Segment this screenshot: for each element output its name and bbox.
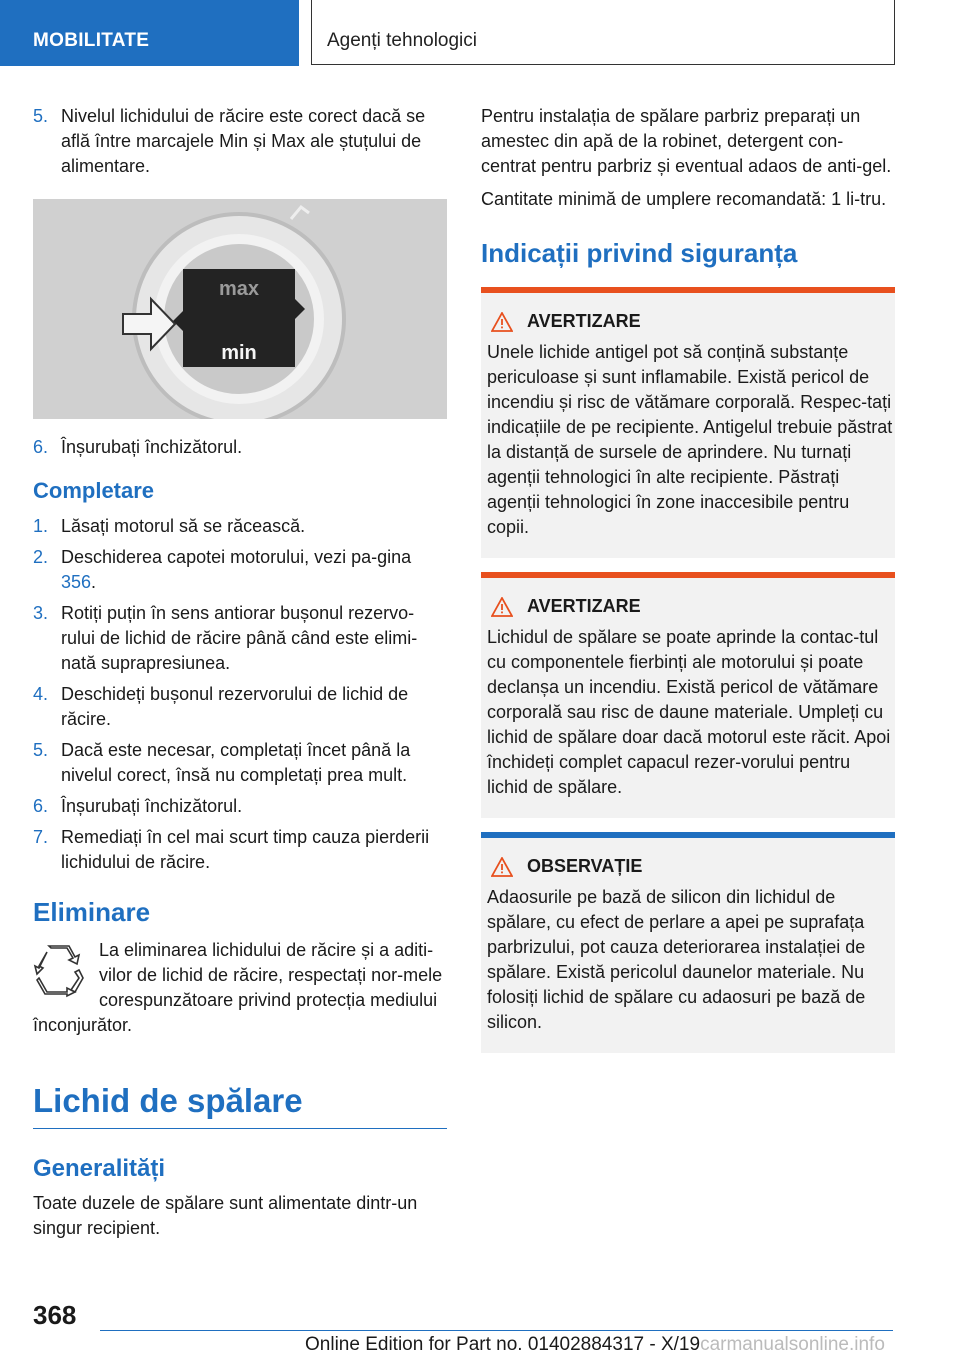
warning-title-text: AVERTIZARE: [527, 311, 641, 331]
step-number: 4.: [33, 684, 49, 704]
step-number: 6.: [33, 437, 49, 457]
list-item: [33, 825, 447, 875]
list-item: [33, 545, 447, 595]
safety-heading: Indicații privind siguranța: [481, 238, 798, 268]
step-text-after: .: [91, 572, 97, 592]
washer-mixture-paragraph: Pentru instalația de spălare parbriz preparați un amestec din apă de la robinet, detergent con-centrat pentru parbriz și eventual adaos de anti-gel.: [481, 106, 892, 176]
step-screw-cap: [33, 435, 447, 460]
list-item: [33, 738, 447, 788]
header-section-tab: [0, 0, 299, 66]
eliminare-text: La eliminarea lichidului de răcire și a aditi-vilor de lichid de răcire, respectați nor-mele corespunzătoare privind protecția mediului înconjurător.: [33, 940, 443, 1035]
step-number: 3.: [33, 603, 49, 623]
warning-triangle-icon: [491, 597, 513, 617]
step-text: [61, 545, 447, 595]
completare-heading: Completare: [33, 478, 155, 503]
step-text: Dacă este necesar, completați încet până la nivelul corect, însă nu completați prea mult.: [61, 740, 411, 785]
footer-edition: [305, 1334, 885, 1356]
step-number: 6.: [33, 796, 49, 816]
notice-title-text: OBSERVAȚIE: [527, 856, 643, 876]
page-link-356[interactable]: 356: [61, 572, 92, 592]
coolant-reservoir-photo: [33, 199, 447, 419]
warning-text: Lichidul de spălare se poate aprinde la contac-tul cu componentele fierbinți ale motorului și poate declanșa un incendiu. Există pericol de vătămare corporală sau risc de daune materiale. Umpleți cu lichid de spălare doar dacă motorul este răcit. Apoi închideți complet capacul rezer-vorului pentru lichid de spălare.: [487, 627, 891, 797]
min-marking: min: [221, 342, 257, 364]
step-text: Lăsați motorul să se răcească.: [61, 516, 306, 536]
step-number: 2.: [33, 547, 49, 567]
header-chapter-tab: [311, 0, 895, 65]
notice-text: Adaosurile pe bază de silicon din lichidul de spălare, cu efect de perlare a apei pe suprafața parbrizului, pot cauza deteriorarea instalației de spălare. Există pericolul daunelor materiale. Nu folosiți lichid de spălare cu adaosuri pe bază de silicon.: [487, 887, 866, 1032]
footer-divider: [100, 1330, 893, 1331]
coolant-cap-illustration: [33, 199, 447, 419]
lichid-heading: Lichid de spălare: [33, 1082, 447, 1129]
page-number: 368: [33, 1300, 77, 1330]
list-item: [33, 601, 447, 676]
warning-title: [487, 311, 895, 332]
step-text-main: Deschiderea capotei motorului, vezi pa-gina: [61, 547, 412, 567]
left-column: [33, 104, 447, 1241]
step-text: Înșurubați închizătorul.: [61, 796, 243, 816]
notice-box: [481, 832, 895, 1053]
step-number: 7.: [33, 827, 49, 847]
warning-text: Unele lichide antigel pot să conțină substanțe periculoase și sunt inflamabile. Există pericol de incendiu și risc de vătămare corporală. Respec-tați indicațiile de pe recipiente. Antigelul trebuie păstrat la distanță de sursele de aprindere. Nu turnați agenții tehnologici în alte recipiente. Păstrați agenții tehnologici în zone inaccesibile pentru copii.: [487, 342, 893, 537]
list-item: [33, 794, 447, 819]
warning-box: [481, 572, 895, 818]
header-chapter-label: Agenți tehnologici: [327, 30, 477, 51]
step-text: Nivelul lichidului de răcire este corect dacă se află între marcajele Min și Max ale ștuțului de alimentare.: [61, 106, 426, 176]
footer-edition-text: Online Edition for Part no. 01402884317 - X/19: [305, 1334, 701, 1355]
footer-watermark: carmanualsonline.info: [700, 1334, 885, 1355]
step-text: Deschideți bușonul rezervorului de lichid de răcire.: [61, 684, 409, 729]
step-number: 5.: [33, 106, 49, 126]
notice-title: [487, 856, 895, 877]
warning-title: [487, 596, 895, 617]
warning-box: [481, 287, 895, 558]
step-number: 1.: [33, 516, 49, 536]
generalitati-heading: Generalități: [33, 1155, 166, 1182]
step-number: 5.: [33, 740, 49, 760]
eliminare-heading: Eliminare: [33, 897, 151, 927]
list-item: [33, 682, 447, 732]
step-text: Remediați în cel mai scurt timp cauza pierderii lichidului de răcire.: [61, 827, 430, 872]
header-section-label: MOBILITATE: [33, 30, 150, 51]
notice-triangle-icon: [491, 857, 513, 877]
list-item: [33, 514, 447, 539]
eliminare-paragraph: [33, 938, 447, 1038]
minimum-fill-paragraph: Cantitate minimă de umplere recomandată: 1 li-tru.: [481, 189, 887, 209]
generalitati-text: Toate duzele de spălare sunt alimentate dintr-un singur recipient.: [33, 1193, 418, 1238]
max-marking: max: [218, 278, 260, 300]
warning-triangle-icon: [491, 312, 513, 332]
right-column: [481, 104, 895, 1067]
step-check-level: [33, 104, 447, 179]
step-text: Rotiți puțin în sens antiorar bușonul rezervo-rului de lichid de răcire până când este elimi-nată suprapresiunea.: [61, 603, 418, 673]
step-text: Înșurubați închizătorul.: [61, 437, 243, 457]
recycle-icon: [33, 942, 85, 998]
warning-title-text: AVERTIZARE: [527, 596, 641, 616]
